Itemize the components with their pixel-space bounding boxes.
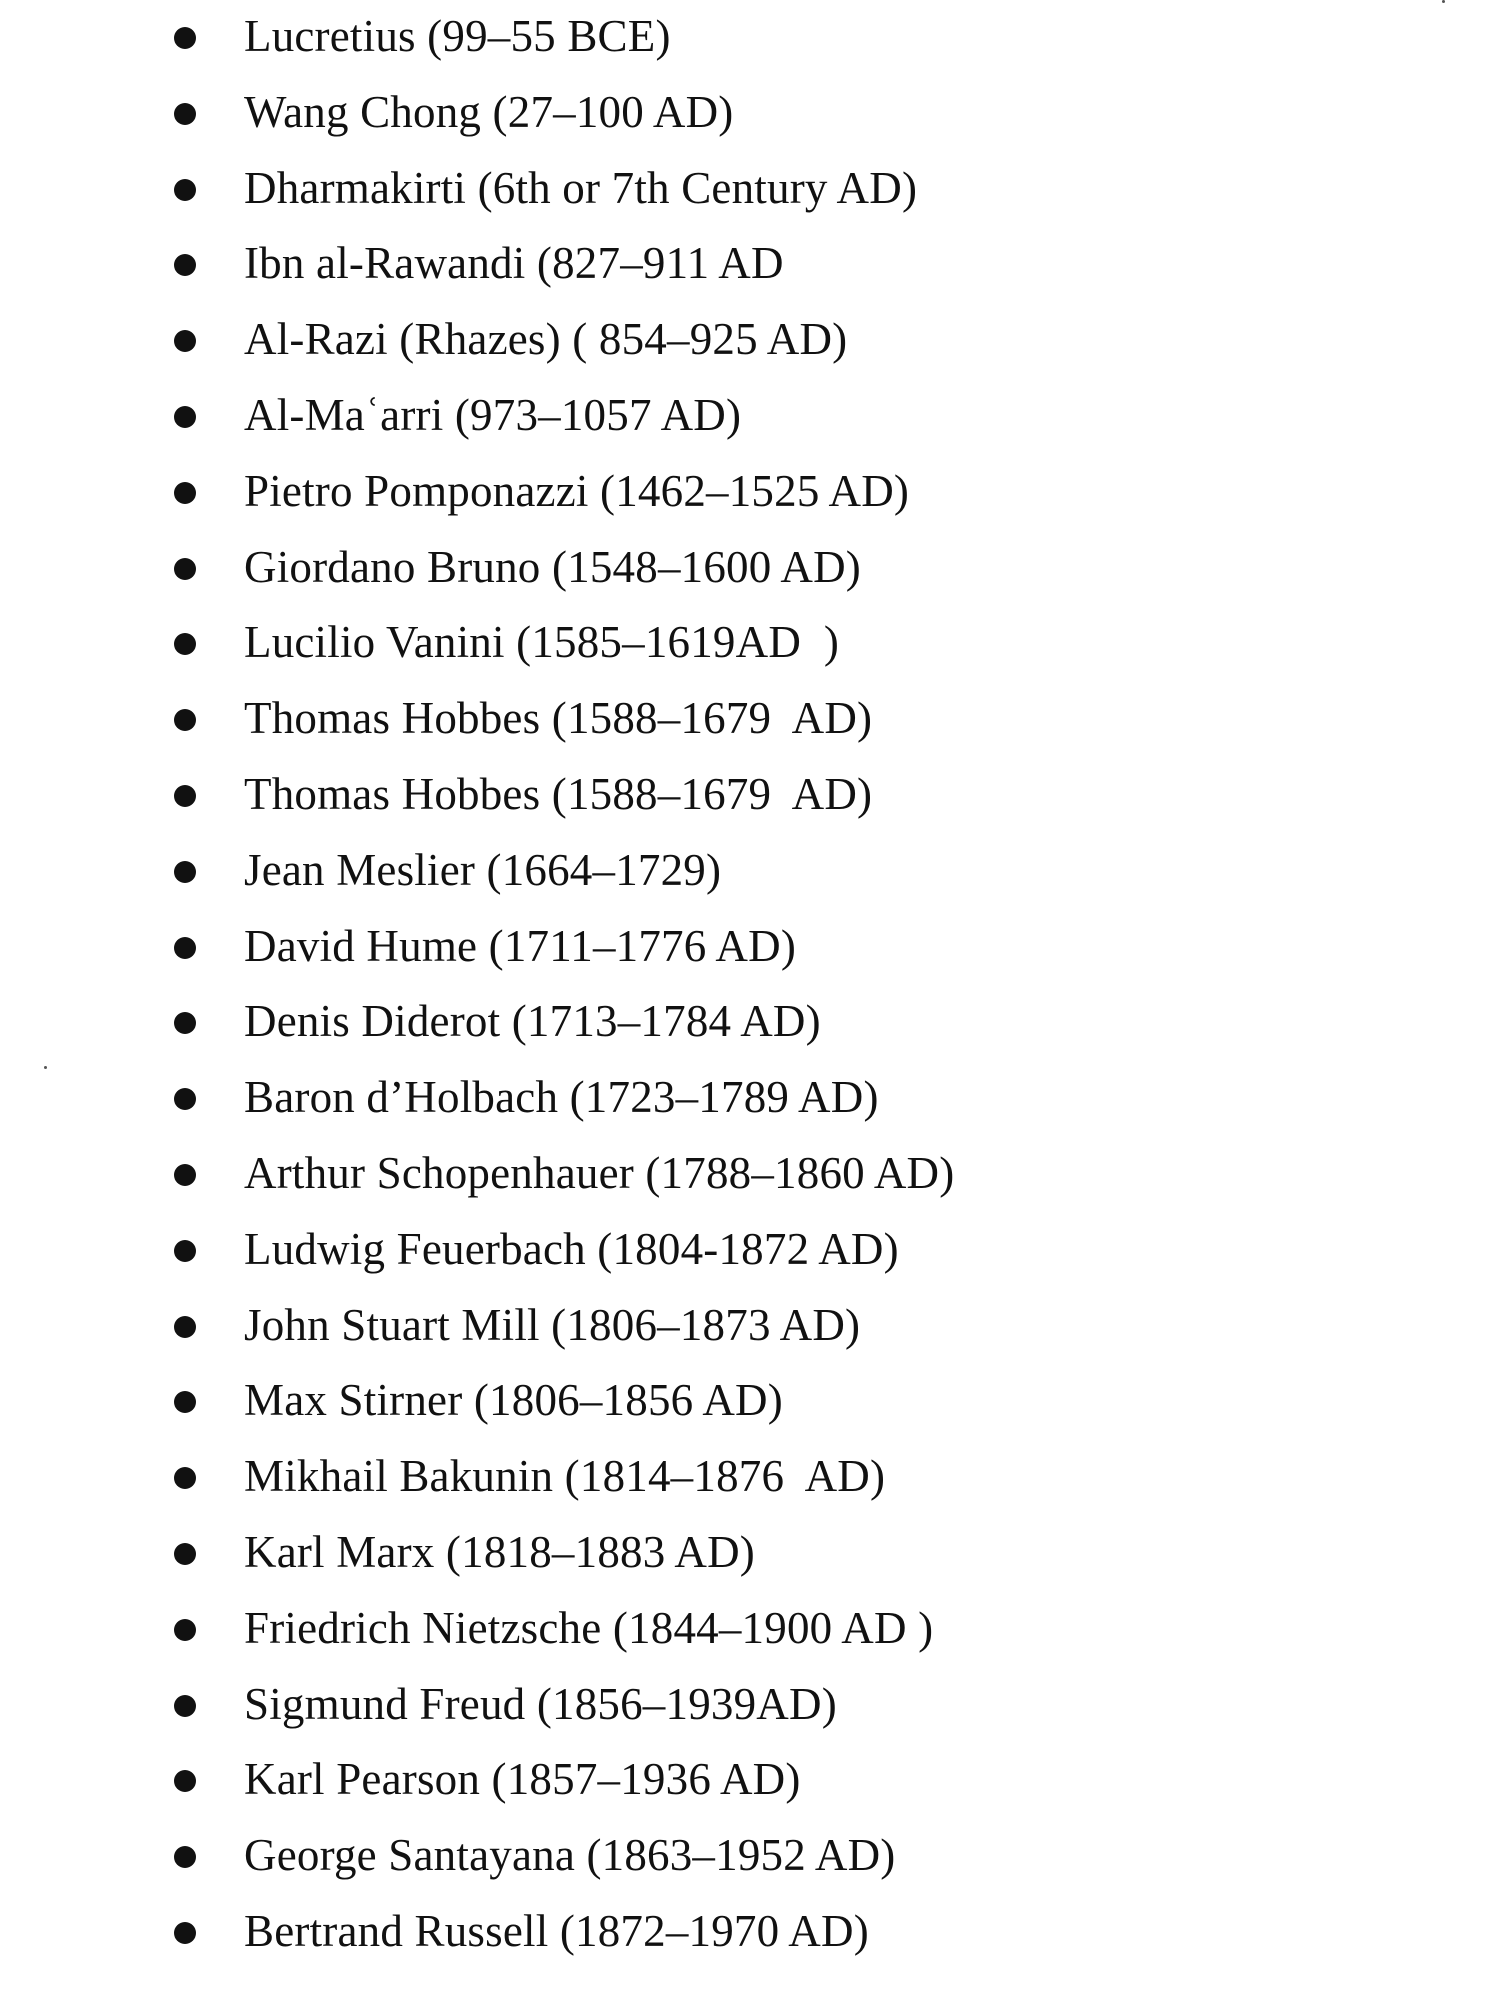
list-item-text: Giordano Bruno (1548–1600 AD) <box>244 541 861 592</box>
bullet-icon <box>174 179 196 201</box>
bullet-icon <box>174 861 196 883</box>
list-item <box>0 1147 1500 1223</box>
bullet-icon <box>174 937 196 959</box>
list-item <box>0 1299 1500 1375</box>
list-item-text: Lucilio Vanini (1585–1619AD ) <box>244 617 840 668</box>
list-item-text: Arthur Schopenhauer (1788–1860 AD) <box>244 1147 955 1198</box>
bullet-icon <box>174 482 196 504</box>
bullet-icon <box>174 27 196 49</box>
scan-speck <box>44 1066 47 1069</box>
bullet-icon <box>174 1695 196 1717</box>
bullet-icon <box>174 1770 196 1792</box>
list-item-text: John Stuart Mill (1806–1873 AD) <box>244 1299 861 1350</box>
list-item-text: Friedrich Nietzsche (1844–1900 AD ) <box>244 1602 934 1653</box>
list-item <box>0 1450 1500 1526</box>
bullet-icon <box>174 1619 196 1641</box>
list-item <box>0 995 1500 1071</box>
list-item-text: Sigmund Freud (1856–1939AD) <box>244 1678 837 1729</box>
list-item-text: Mikhail Bakunin (1814–1876 AD) <box>244 1451 886 1502</box>
list-item <box>0 1602 1500 1678</box>
list-item <box>0 541 1500 617</box>
bullet-icon <box>174 1316 196 1338</box>
list-item <box>0 692 1500 768</box>
list-item-text: Max Stirner (1806–1856 AD) <box>244 1375 783 1426</box>
list-item <box>0 768 1500 844</box>
list-item-text: Ludwig Feuerbach (1804-1872 AD) <box>244 1223 899 1274</box>
list-item-text: David Hume (1711–1776 AD) <box>244 920 797 971</box>
list-item <box>0 1223 1500 1299</box>
list-item <box>0 313 1500 389</box>
bullet-icon <box>174 1012 196 1034</box>
list-item-text: Thomas Hobbes (1588–1679 AD) <box>244 693 873 744</box>
philosopher-list <box>0 10 1500 1981</box>
bullet-icon <box>174 1543 196 1565</box>
scan-speck <box>1442 0 1445 3</box>
list-item-text: Baron d’Holbach (1723–1789 AD) <box>244 1072 879 1123</box>
list-item <box>0 1374 1500 1450</box>
list-item-text: George Santayana (1863–1952 AD) <box>244 1830 896 1881</box>
list-item-text: Jean Meslier (1664–1729) <box>244 844 722 895</box>
list-item-text: Karl Pearson (1857–1936 AD) <box>244 1754 801 1805</box>
list-item <box>0 616 1500 692</box>
list-item <box>0 162 1500 238</box>
list-item-text: Pietro Pomponazzi (1462–1525 AD) <box>244 465 910 516</box>
bullet-icon <box>174 1846 196 1868</box>
list-item <box>0 1071 1500 1147</box>
list-item <box>0 844 1500 920</box>
list-item <box>0 237 1500 313</box>
list-item-text: Wang Chong (27–100 AD) <box>244 86 734 137</box>
list-item <box>0 1526 1500 1602</box>
bullet-icon <box>174 330 196 352</box>
list-item <box>0 10 1500 86</box>
bullet-icon <box>174 633 196 655</box>
bullet-icon <box>174 1164 196 1186</box>
list-item <box>0 920 1500 996</box>
bullet-icon <box>174 1391 196 1413</box>
bullet-icon <box>174 709 196 731</box>
bullet-icon <box>174 1922 196 1944</box>
list-item <box>0 1829 1500 1905</box>
bullet-icon <box>174 254 196 276</box>
list-item-text: Al-Maʿarri (973–1057 AD) <box>244 389 742 440</box>
list-item <box>0 86 1500 162</box>
list-item-text: Al-Razi (Rhazes) ( 854–925 AD) <box>244 314 848 365</box>
bullet-icon <box>174 1240 196 1262</box>
bullet-icon <box>174 103 196 125</box>
list-item <box>0 1753 1500 1829</box>
list-item-text: Dharmakirti (6th or 7th Century AD) <box>244 162 918 213</box>
list-item-text: Karl Marx (1818–1883 AD) <box>244 1526 755 1577</box>
bullet-icon <box>174 558 196 580</box>
bullet-icon <box>174 785 196 807</box>
list-item-text: Bertrand Russell (1872–1970 AD) <box>244 1905 869 1956</box>
list-item <box>0 465 1500 541</box>
list-item <box>0 1678 1500 1754</box>
bullet-icon <box>174 1088 196 1110</box>
list-item-text: Lucretius (99–55 BCE) <box>244 11 671 61</box>
list-item-text: Denis Diderot (1713–1784 AD) <box>244 996 821 1047</box>
bullet-icon <box>174 1467 196 1489</box>
list-item <box>0 389 1500 465</box>
list-item-text: Thomas Hobbes (1588–1679 AD) <box>244 768 873 819</box>
list-item-text: Ibn al-Rawandi (827–911 AD <box>244 238 784 289</box>
list-item <box>0 1905 1500 1981</box>
bullet-icon <box>174 406 196 428</box>
